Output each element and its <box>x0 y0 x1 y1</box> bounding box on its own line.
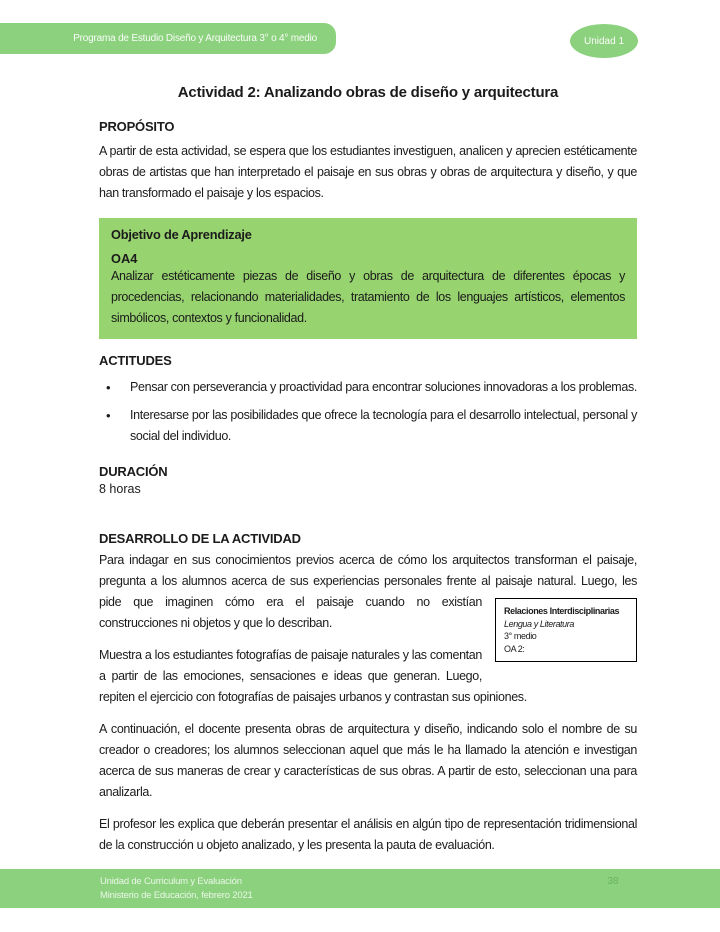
actitudes-item: • Interesarse por las posibilidades que ofrece la tecnología para el desarrollo intelectual, personal y social del individuo. <box>130 405 637 447</box>
footer-text <box>100 875 253 903</box>
interdisciplinary-grade: 3° medio <box>504 631 537 641</box>
interdisciplinary-oa: OA 2: <box>504 643 525 654</box>
desarrollo-paragraph: Muestra a los estudiantes fotografías de paisaje naturales y las comentan a partir de las emociones, sensaciones e ideas que generan. Luego, repiten el ejercicio con fotografías de paisajes urbanos y contrastan sus opiniones. <box>99 648 527 704</box>
proposito-paragraph: A partir de esta actividad, se espera que los estudiantes investiguen, analicen y aprecien estéticamente obras de artistas que han interpretado el paisaje en sus obras y obras de arquitectura y diseño, y que han transformado el paisaje y los espacios. <box>99 144 637 200</box>
unit-badge <box>570 24 638 58</box>
header-band <box>0 23 336 54</box>
desarrollo-paragraph: Para indagar en sus conocimientos previos acerca de cómo los arquitectos transforman el paisaje, pregunta a los alumnos acerca de sus experiencias personales frente al paisaje natural. Luego, les pide que imaginen cómo era el paisaje cuando no existían construcciones ni objetos y que lo describan. <box>99 553 637 630</box>
footer-line2: Ministerio de Educación, febrero 2021 <box>100 890 253 901</box>
actitudes-list <box>99 377 637 447</box>
oa-box-title: Objetivo de Aprendizaje <box>111 227 252 242</box>
actitudes-heading: ACTITUDES <box>99 353 172 368</box>
proposito-heading: PROPÓSITO <box>99 119 175 134</box>
actitudes-item: • Pensar con perseverancia y proactividad para encontrar soluciones innovadoras a los problemas. <box>130 377 637 398</box>
desarrollo-paragraph: El profesor les explica que deberán presentar el análisis en algún tipo de representación tridimensional de la construcción u objeto analizado, y les presenta la pauta de evaluación. <box>99 817 637 852</box>
interdisciplinary-box <box>495 598 637 662</box>
interdisciplinary-title: Relaciones Interdisciplinarias <box>504 606 620 616</box>
program-label: Programa de Estudio Diseño y Arquitectura 3° o 4° medio <box>73 33 317 44</box>
desarrollo-heading: DESARROLLO DE LA ACTIVIDAD <box>99 531 301 546</box>
interdisciplinary-subject: Lengua y Literatura <box>504 618 574 629</box>
duracion-heading: DURACIÓN <box>99 464 168 479</box>
desarrollo-paragraph: A continuación, el docente presenta obras de arquitectura y diseño, indicando solo el nombre de su creador o creadores; los alumnos seleccionan aquel que más le ha llamado la atención e investigan acerca de sus maneras de crear y características de sus obras. A partir de esto, seleccionan una para analizarla. <box>99 722 637 799</box>
learning-objective-box <box>99 218 637 339</box>
desarrollo-body <box>99 550 637 856</box>
page-title: Actividad 2: Analizando obras de diseño y arquitectura <box>177 84 559 101</box>
duracion-value: 8 horas <box>99 482 141 496</box>
unit-badge-label: Unidad 1 <box>583 35 625 47</box>
content-column <box>99 84 637 856</box>
footer-band <box>0 869 720 908</box>
footer-line1: Unidad de Curriculum y Evaluación <box>100 876 242 887</box>
oa-code: OA4 <box>111 251 138 266</box>
page-number: 38 <box>607 876 619 887</box>
oa-body: Analizar estéticamente piezas de diseño y obras de arquitectura de diferentes épocas y procedencias, relacionando materialidades, tratamiento de los lenguajes artísticos, elementos simbólicos, contextos y funcionalidad. <box>111 269 625 325</box>
